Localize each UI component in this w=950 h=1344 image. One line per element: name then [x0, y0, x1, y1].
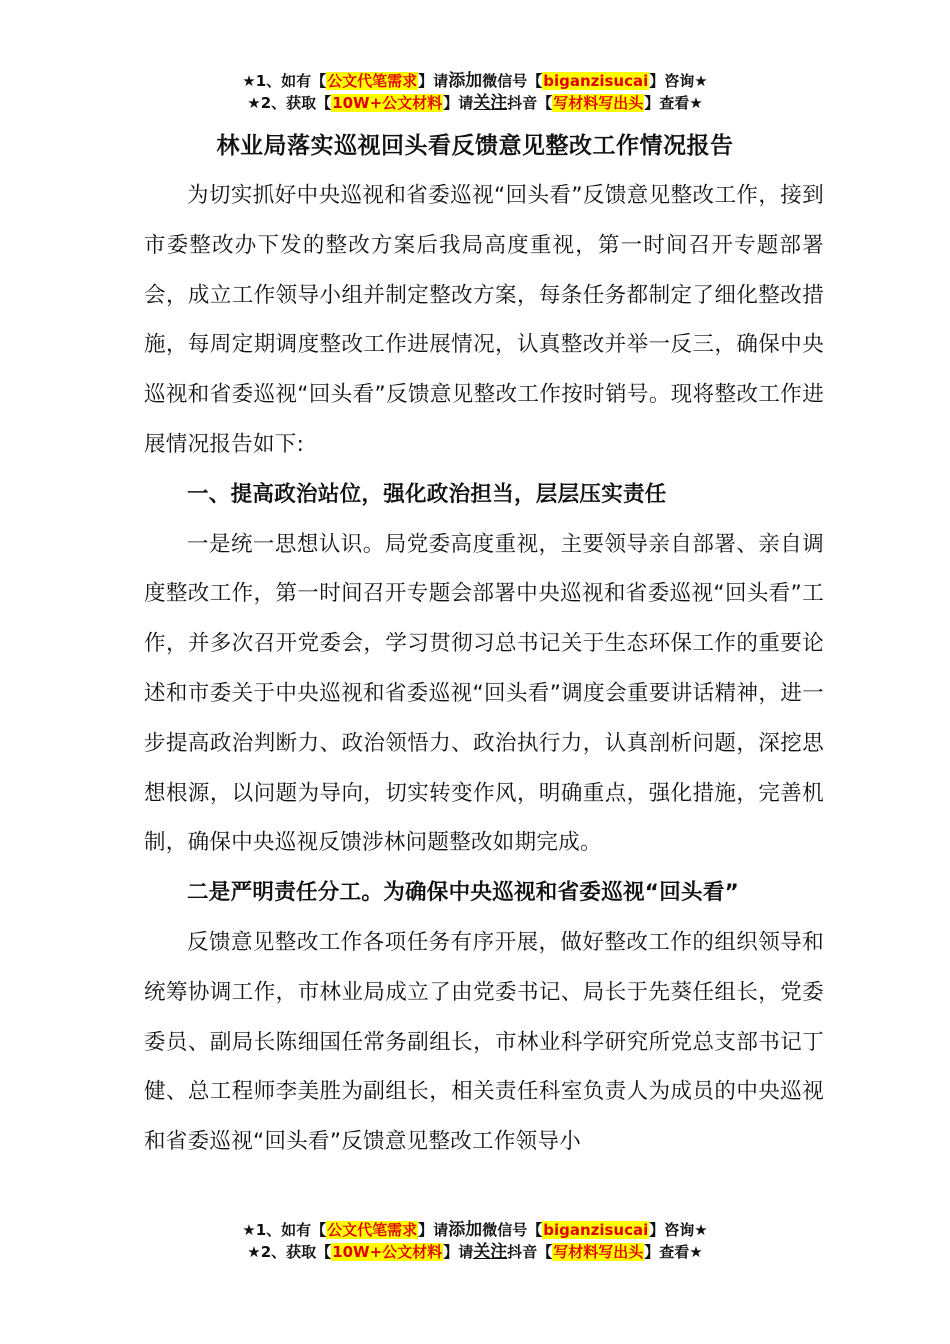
promo-highlight: 写材料写出头 [553, 94, 644, 112]
promo-text: 】请 [443, 94, 474, 112]
promo-text: ★2、获取【 [247, 1243, 332, 1261]
document-title: 林业局落实巡视回头看反馈意见整改工作情况报告 [216, 133, 734, 159]
document-body [144, 171, 824, 1167]
paragraph-unify-thinking: 一是统一思想认识。局党委高度重视，主要领导亲自部署、亲自调度整改工作，第一时间召开专题会部署中央巡视和省委巡视“回头看”工作，并多次召开党委会，学习贯彻习总书记关于生态环保工作的重要论述和市委关于中央巡视和省委巡视“回头看”调度会重要讲话精神，进一步提高政治判断力、政治领悟力、政治执行力，认真剖析问题，深挖思想根源，以问题为导向，切实转变作风，明确重点，强化措施，完善机制，确保中央巡视反馈涉林问题整改如期完成。 [144, 531, 824, 856]
promo-text: 】咨询★ [649, 72, 708, 90]
promo-text: 】请 [443, 1243, 474, 1261]
promo-line-2 [0, 92, 950, 114]
promo-highlight: 公文代笔需求 [327, 72, 418, 90]
promo-text: 】咨询★ [649, 1221, 708, 1239]
paragraph-responsibility: 反馈意见整改工作各项任务有序开展，做好整改工作的组织领导和统筹协调工作，市林业局成立了由党委书记、局长于先葵任组长，党委委员、副局长陈细国任常务副组长，市林业科学研究所党总支部书记丁健、总工程师李美胜为副组长，相关责任科室负责人为成员的中央巡视和省委巡视“回头看”反馈意见整改工作领导小 [144, 929, 824, 1155]
promo-highlight: 写材料写出头 [553, 1243, 644, 1261]
paragraph-intro: 为切实抓好中央巡视和省委巡视“回头看”反馈意见整改工作，接到市委整改办下发的整改方案后我局高度重视，第一时间召开专题部署会，成立工作领导小组并制定整改方案，每条任务都制定了细化整改措施，每周定期调度整改工作进展情况，认真整改并举一反三，确保中央巡视和省委巡视“回头看”反馈意见整改工作按时销号。现将整改工作进展情况报告如下: [144, 183, 824, 457]
promo-highlight: 10W+公文材料 [332, 1243, 443, 1261]
promo-text: ★1、如有【 [242, 72, 327, 90]
promo-text: 抖音【 [507, 94, 553, 112]
promo-emphasis: 添加 [448, 1220, 483, 1240]
promo-emphasis: 关注 [473, 1242, 508, 1262]
header-promo-banner [0, 70, 950, 114]
promo-text: 微信号【 [482, 1221, 543, 1239]
promo-text: 微信号【 [482, 72, 543, 90]
promo-text: 】查看★ [644, 1243, 703, 1261]
section-heading-1: 一、提高政治站位，强化政治担当，层层压实责任 [187, 481, 667, 507]
promo-text: ★1、如有【 [242, 1221, 327, 1239]
promo-emphasis: 关注 [473, 93, 508, 113]
promo-text: 】查看★ [644, 94, 703, 112]
promo-line-2 [0, 1241, 950, 1263]
promo-text: ★2、获取【 [247, 94, 332, 112]
promo-highlight: biganzisucai [543, 1221, 649, 1239]
footer-promo-banner [0, 1219, 950, 1263]
promo-highlight: 10W+公文材料 [332, 94, 443, 112]
promo-text: 】请 [418, 72, 449, 90]
promo-text: 抖音【 [507, 1243, 553, 1261]
paragraph-heading-responsibility: 二是严明责任分工。为确保中央巡视和省委巡视“回头看” [187, 880, 740, 906]
promo-highlight: biganzisucai [543, 72, 649, 90]
promo-line-1 [0, 1219, 950, 1241]
promo-emphasis: 添加 [448, 71, 483, 91]
promo-highlight: 公文代笔需求 [327, 1221, 418, 1239]
promo-text: 】请 [418, 1221, 449, 1239]
promo-line-1 [0, 70, 950, 92]
